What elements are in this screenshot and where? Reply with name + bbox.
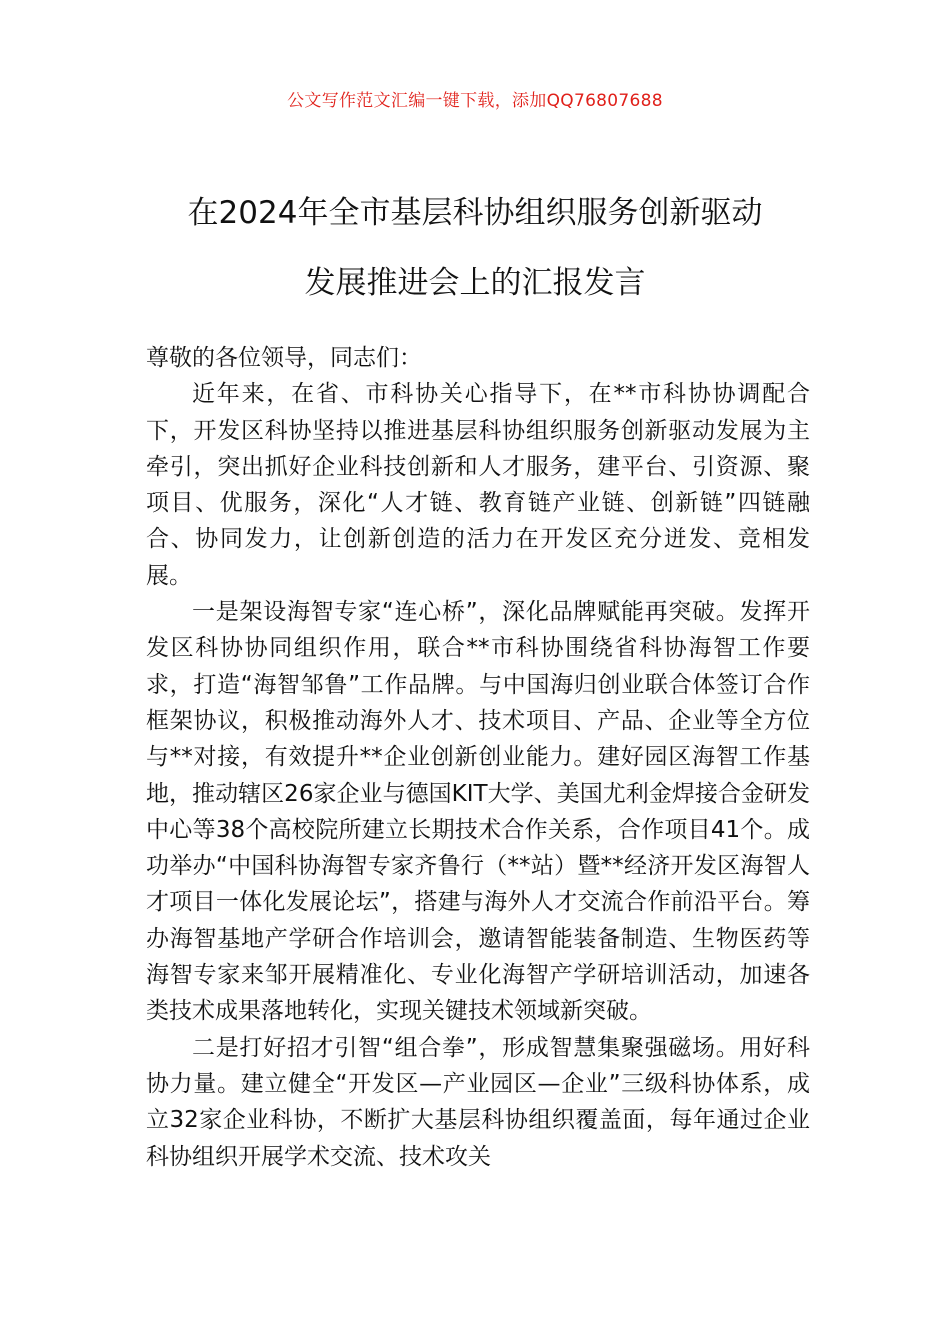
title-line-1: 在2024年全市基层科协组织服务创新驱动: [187, 195, 763, 231]
paragraph-section-2: 二是打好招才引智“组合拳”，形成智慧集聚强磁场。用好科协力量。建立健全“开发区—产业园区—企业”三级科协体系，成立32家企业科协，不断扩大基层科协组织覆盖面，每年通过企业科协组织开展学术交流、技术攻关: [146, 1034, 810, 1170]
download-banner[interactable]: 公文写作范文汇编一键下载，添加QQ76807688: [287, 91, 663, 111]
title-line-2: 发展推进会上的汇报发言: [304, 265, 646, 301]
paragraph-section-1: 一是架设海智专家“连心桥”，深化品牌赋能再突破。发挥开发区科协协同组织作用，联合**市科协围绕省科协海智工作要求，打造“海智邹鲁”工作品牌。与中国海归创业联合体签订合作框架协议，积极推动海外人才、技术项目、产品、企业等全方位与**对接，有效提升**企业创新创业能力。建好园区海智工作基地，推动辖区26家企业与德国KIT大学、美国尤利金焊接合金研发中心等38个高校院所建立长期技术合作关系，合作项目41个。成功举办“中国科协海智专家齐鲁行（**站）暨**经济开发区海智人才项目一体化发展论坛”，搭建与海外人才交流合作前沿平台。筹办海智基地产学研合作培训会，邀请智能装备制造、生物医药等海智专家来邹开展精准化、专业化海智产学研培训活动，加速各类技术成果落地转化，实现关键技术领域新突破。: [146, 599, 810, 1025]
document-title: [100, 178, 850, 318]
salutation: 尊敬的各位领导，同志们：: [146, 345, 422, 371]
paragraph-intro: 近年来，在省、市科协关心指导下，在**市科协协调配合下，开发区科协坚持以推进基层科协组织服务创新驱动发展为主牵引，突出抓好企业科技创新和人才服务，建平台、引资源、聚项目、优服务，深化“人才链、教育链产业链、创新链”四链融合、协同发力，让创新创造的活力在开发区充分迸发、竞相发展。: [146, 381, 810, 589]
document-body: [146, 340, 810, 1175]
